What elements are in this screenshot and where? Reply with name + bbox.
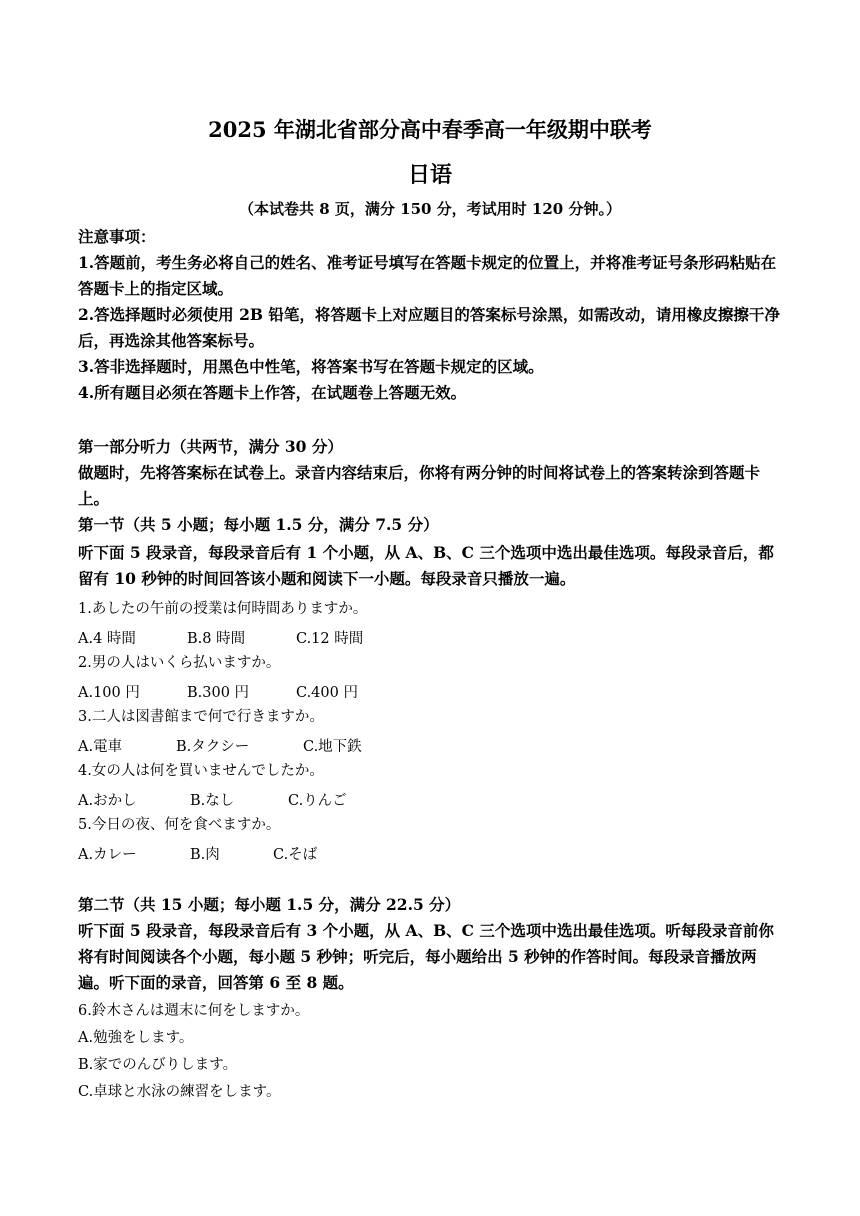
question-5-option-b: B.肉	[190, 847, 220, 863]
section1-intro: 听下面 5 段录音，每段录音后有 1 个小题，从 A、B、C 三个选项中选出最佳选项。每段录音后，都留有 10 秒钟的时间回答该小题和阅读下一小题。每段录音只播放一遍。	[78, 543, 774, 588]
notes-heading: 注意事项：	[78, 227, 156, 246]
question-3: 3.二人は図書館まで何で行きますか。	[78, 709, 324, 725]
question-3-option-c: C.地下鉄	[303, 739, 362, 755]
question-6-option-c: C.卓球と水泳の練習をします。	[78, 1084, 281, 1100]
question-1-option-c: C.12 時間	[296, 631, 364, 647]
question-4: 4.女の人は何を買いませんでしたか。	[78, 763, 324, 779]
exam-title: 2025 年湖北省部分高中春季高一年级期中联考	[208, 117, 652, 142]
question-2-option-c: C.400 円	[296, 685, 358, 701]
section2-heading: 第二节（共 15 小题；每小题 1.5 分，满分 22.5 分）	[78, 895, 461, 914]
question-3-option-b: B.タクシー	[176, 739, 250, 755]
question-5-option-c: C.そば	[273, 847, 318, 863]
exam-subject: 日语	[407, 162, 452, 188]
section1-heading: 第一节（共 5 小题；每小题 1.5 分，满分 7.5 分）	[78, 515, 439, 534]
question-3-option-a: A.電車	[78, 739, 123, 755]
question-5-option-a: A.カレー	[78, 847, 137, 863]
question-2: 2.男の人はいくら払いますか。	[78, 655, 281, 671]
part1-intro: 做题时，先将答案标在试卷上。录音内容结束后，你将有两分钟的时间将试卷上的答案转涂到答题卡上。	[78, 463, 761, 508]
note-item-3: 3.答非选择题时，用黑色中性笔，将答案书写在答题卡规定的区域。	[78, 357, 544, 376]
question-2-option-b: B.300 円	[187, 685, 250, 701]
question-4-option-c: C.りんご	[288, 793, 347, 809]
exam-info: （本试卷共 8 页，满分 150 分，考试用时 120 分钟。）	[239, 200, 621, 218]
question-6: 6.鈴木さんは週末に何をしますか。	[78, 1003, 310, 1019]
note-item-4: 4.所有题目必须在答题卡上作答，在试题卷上答题无效。	[78, 383, 467, 402]
note-item-2: 2.答选择题时必须使用 2B 铅笔，将答题卡上对应题目的答案标号涂黑，如需改动，请用橡皮擦擦干净后，再选涂其他答案标号。	[78, 305, 780, 350]
question-4-option-a: A.おかし	[78, 793, 137, 809]
question-1: 1.あしたの午前の授業は何時間ありますか。	[78, 601, 368, 617]
question-1-option-b: B.8 時間	[187, 631, 246, 647]
question-4-option-b: B.なし	[190, 793, 235, 809]
section2-intro: 听下面 5 段录音，每段录音后有 3 个小题，从 A、B、C 三个选项中选出最佳选项。听每段录音前你将有时间阅读各个小题，每小题 5 秒钟；听完后，每小题给出 5 秒钟的作答时间。每段录音播放两遍。听下面的录音，回答第 6 至 8 题。	[78, 921, 774, 992]
note-item-1: 1.答题前，考生务必将自己的姓名、准考证号填写在答题卡规定的位置上，并将准考证号条形码粘贴在答题卡上的指定区域。	[78, 253, 777, 298]
question-1-option-a: A.4 時間	[78, 631, 136, 647]
question-2-option-a: A.100 円	[78, 685, 140, 701]
question-5: 5.今日の夜、何を食べますか。	[78, 817, 281, 833]
part1-heading: 第一部分听力（共两节，满分 30 分）	[78, 437, 343, 456]
question-6-option-b: B.家でのんびりします。	[78, 1057, 238, 1073]
question-6-option-a: A.勉強をします。	[78, 1030, 194, 1046]
